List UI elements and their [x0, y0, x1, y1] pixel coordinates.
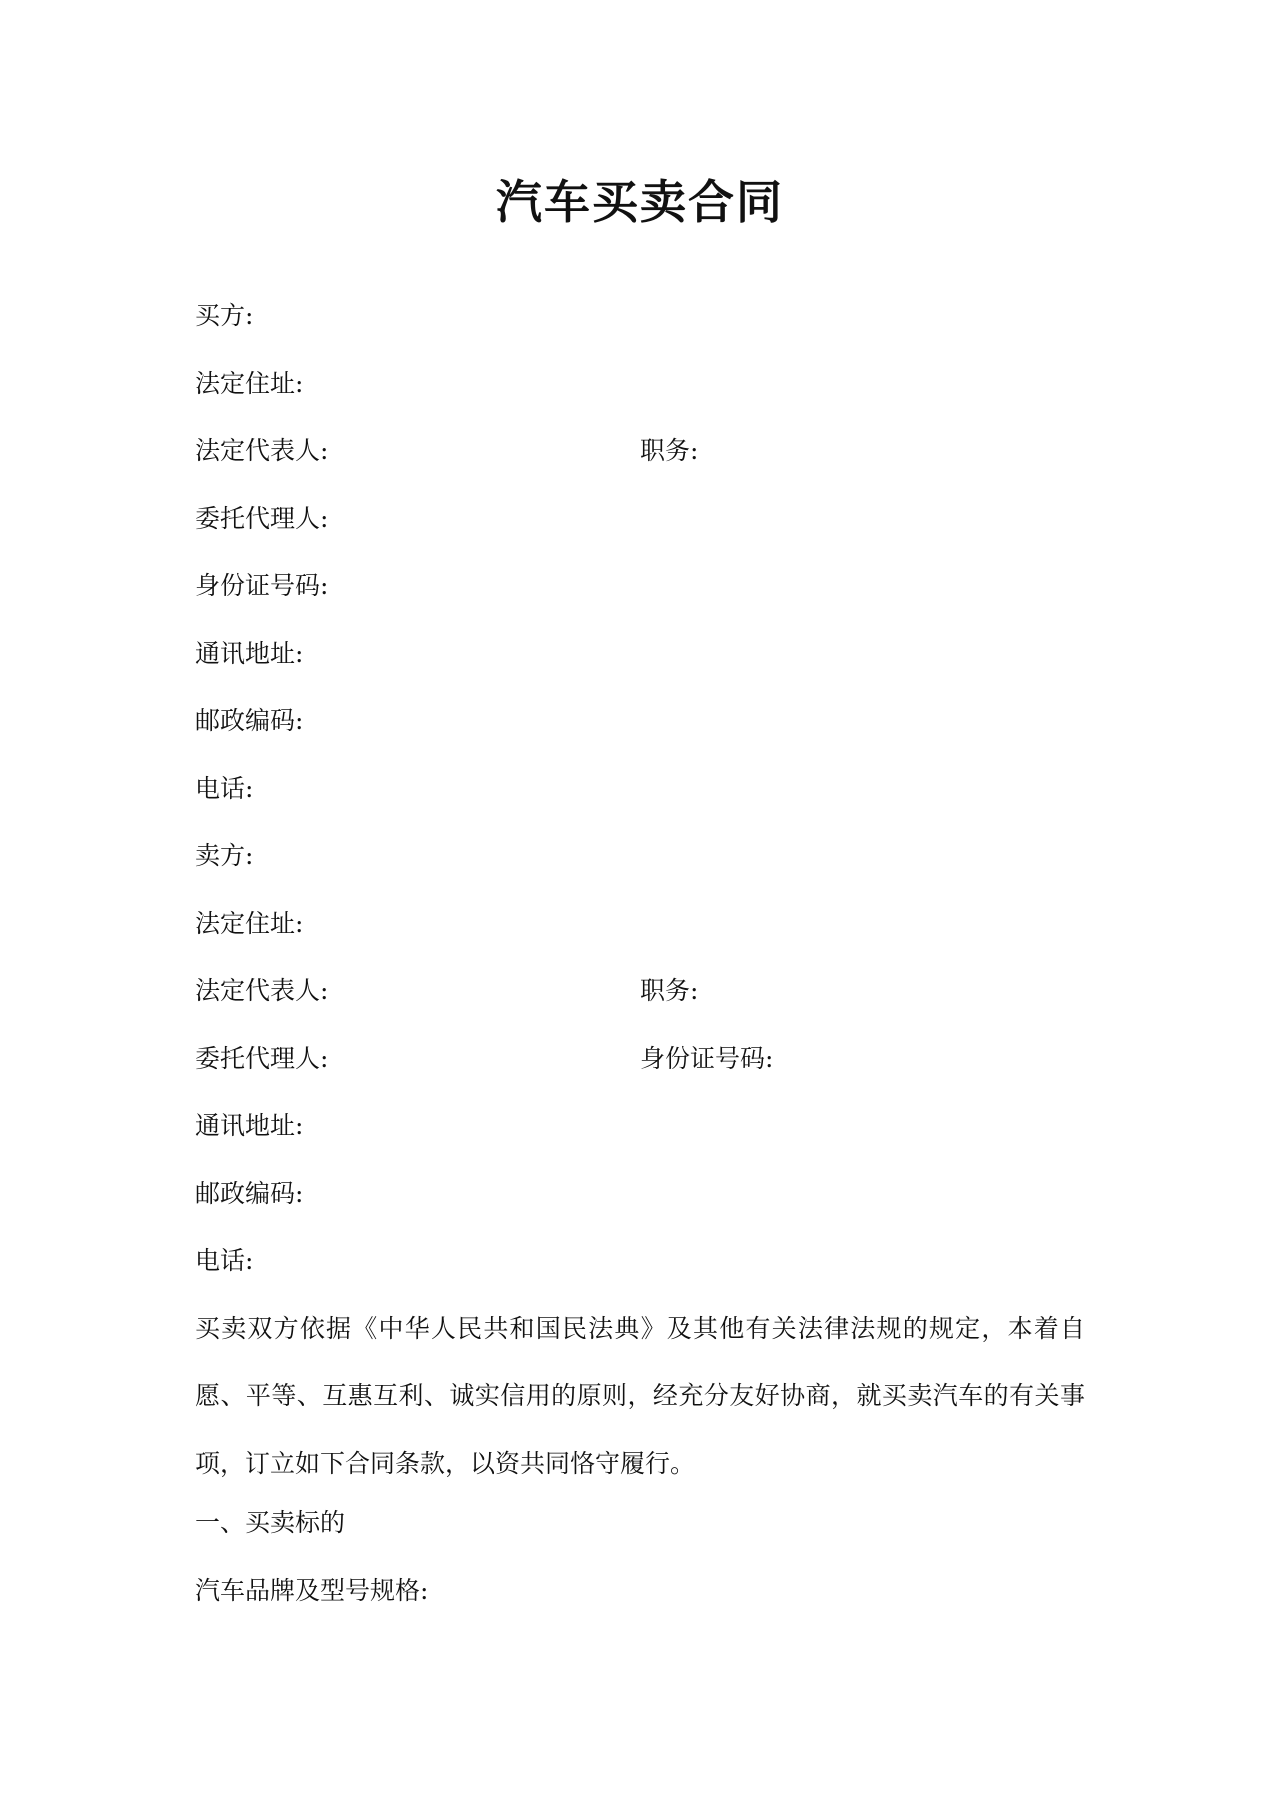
seller-phone-row [195, 1235, 1085, 1303]
buyer-legal-rep-row [195, 425, 1085, 493]
buyer-legal-rep-label: 法定代表人: [195, 436, 329, 465]
buyer-phone-label: 电话: [195, 773, 254, 803]
buyer-address-label: 法定住址: [195, 368, 304, 398]
section-1-heading-row [195, 1497, 1085, 1565]
brand-model-label: 汽车品牌及型号规格: [195, 1575, 429, 1605]
seller-position-label: 职务: [640, 976, 699, 1005]
seller-party-label: 卖方: [195, 841, 254, 870]
seller-mail-address-row [195, 1100, 1085, 1168]
buyer-phone-row [195, 763, 1085, 831]
buyer-agent-label: 委托代理人: [195, 503, 329, 533]
buyer-id-label: 身份证号码: [195, 571, 329, 600]
document-body [195, 290, 1085, 1632]
section-1-heading: 一、买卖标的 [195, 1508, 346, 1537]
seller-legal-rep-row [195, 965, 1085, 1033]
seller-address-label: 法定住址: [195, 908, 304, 938]
buyer-postal-code-label: 邮政编码: [195, 706, 304, 735]
seller-postal-code-label: 邮政编码: [195, 1178, 304, 1208]
buyer-mail-address-label: 通讯地址: [195, 638, 304, 668]
buyer-party-row [195, 290, 1085, 358]
buyer-postal-code-row [195, 695, 1085, 763]
buyer-party-label: 买方: [195, 301, 254, 330]
preamble-paragraph: 买卖双方依据《中华人民共和国民法典》及其他有关法律法规的规定，本着自愿、平等、互惠互利、诚实信用的原则，经充分友好协商，就买卖汽车的有关事项，订立如下合同条款，以资共同恪守履行。 [195, 1313, 1085, 1478]
seller-id-label: 身份证号码: [640, 1043, 774, 1073]
seller-agent-label: 委托代理人: [195, 1043, 329, 1073]
seller-postal-code-row [195, 1168, 1085, 1236]
brand-model-row [195, 1565, 1085, 1633]
seller-legal-rep-label: 法定代表人: [195, 976, 329, 1005]
buyer-id-row [195, 560, 1085, 628]
seller-party-row [195, 830, 1085, 898]
seller-agent-row [195, 1033, 1085, 1101]
buyer-mail-address-row [195, 628, 1085, 696]
buyer-position-label: 职务: [640, 436, 699, 465]
buyer-agent-row [195, 493, 1085, 561]
seller-phone-label: 电话: [195, 1246, 254, 1275]
seller-mail-address-label: 通讯地址: [195, 1111, 304, 1140]
seller-address-row [195, 898, 1085, 966]
buyer-address-row [195, 358, 1085, 426]
document-title: 汽车买卖合同 [496, 175, 784, 229]
